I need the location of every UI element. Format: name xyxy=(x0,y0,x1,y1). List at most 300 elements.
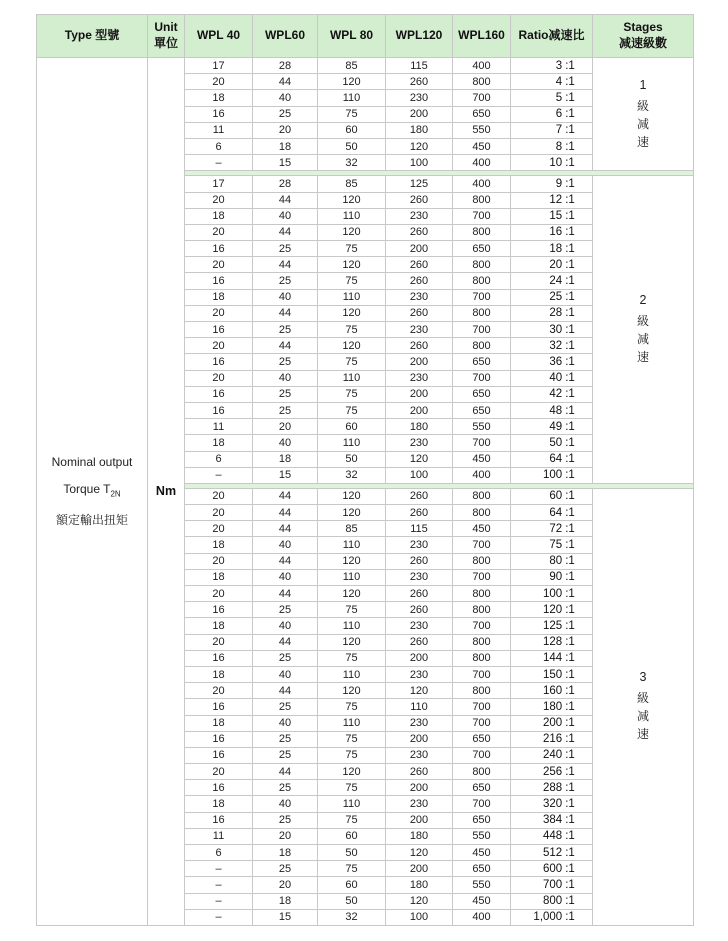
ratio-value: 30 xyxy=(549,323,563,336)
cell-ratio xyxy=(511,618,593,634)
ratio-suffix: :1 xyxy=(565,749,575,762)
cell-wpl80: 110 xyxy=(318,618,386,634)
cell-wpl60: 25 xyxy=(253,731,318,747)
col-header-unit xyxy=(148,15,185,58)
ratio-suffix: :1 xyxy=(565,355,575,368)
cell-wpl40: 16 xyxy=(185,812,253,828)
cell-wpl120: 200 xyxy=(386,241,453,257)
col-header-stages xyxy=(593,15,694,58)
col-header-wpl80: WPL 80 xyxy=(318,15,386,58)
col-header-wpl60: WPL60 xyxy=(253,15,318,58)
cell-wpl120: 260 xyxy=(386,488,453,504)
cell-wpl80: 32 xyxy=(318,909,386,925)
stage-label-char: 速 xyxy=(636,350,649,365)
ratio-suffix: :1 xyxy=(565,490,575,503)
cell-wpl40: 11 xyxy=(185,419,253,435)
cell-wpl60: 25 xyxy=(253,812,318,828)
ratio-value: 120 xyxy=(543,603,563,616)
cell-wpl160: 400 xyxy=(453,909,511,925)
cell-wpl120: 230 xyxy=(386,370,453,386)
cell-wpl120: 260 xyxy=(386,257,453,273)
cell-wpl120: 260 xyxy=(386,764,453,780)
cell-wpl40: 20 xyxy=(185,257,253,273)
ratio-value: 125 xyxy=(543,619,563,632)
cell-wpl80: 50 xyxy=(318,893,386,909)
cell-wpl40: 18 xyxy=(185,289,253,305)
cell-wpl120: 260 xyxy=(386,273,453,289)
cell-wpl60: 44 xyxy=(253,634,318,650)
ratio-suffix: :1 xyxy=(565,108,575,121)
ratio-value: 42 xyxy=(549,388,563,401)
ratio-value: 100 xyxy=(543,587,563,600)
cell-wpl40: 20 xyxy=(185,192,253,208)
ratio-value: 32 xyxy=(549,339,563,352)
cell-ratio xyxy=(511,828,593,844)
cell-wpl60: 28 xyxy=(253,58,318,74)
col-header-type: Type 型號 xyxy=(37,15,148,58)
cell-wpl40: 11 xyxy=(185,828,253,844)
cell-wpl80: 75 xyxy=(318,273,386,289)
cell-wpl80: 75 xyxy=(318,322,386,338)
cell-wpl40: 16 xyxy=(185,354,253,370)
cell-wpl120: 230 xyxy=(386,435,453,451)
ratio-value: 28 xyxy=(549,307,563,320)
cell-wpl120: 120 xyxy=(386,845,453,861)
ratio-value: 3 xyxy=(555,59,563,72)
cell-wpl160: 700 xyxy=(453,289,511,305)
type-line-en: Nominal output xyxy=(51,454,133,469)
cell-wpl80: 75 xyxy=(318,861,386,877)
cell-wpl60: 20 xyxy=(253,877,318,893)
cell-wpl160: 400 xyxy=(453,467,511,483)
cell-wpl160: 650 xyxy=(453,106,511,122)
type-line-torque: Torque $T_{2N}$ xyxy=(63,481,121,499)
ratio-suffix: :1 xyxy=(565,571,575,584)
ratio-value: 48 xyxy=(549,404,563,417)
cell-wpl160: 800 xyxy=(453,650,511,666)
cell-wpl60: 18 xyxy=(253,893,318,909)
cell-wpl40: 18 xyxy=(185,666,253,682)
cell-wpl80: 50 xyxy=(318,845,386,861)
cell-ratio xyxy=(511,354,593,370)
cell-ratio xyxy=(511,683,593,699)
cell-ratio xyxy=(511,386,593,402)
cell-wpl160: 650 xyxy=(453,780,511,796)
cell-wpl120: 260 xyxy=(386,586,453,602)
cell-wpl120: 230 xyxy=(386,618,453,634)
cell-ratio xyxy=(511,370,593,386)
stage-label-char: 級 xyxy=(636,691,649,706)
ratio-suffix: :1 xyxy=(565,453,575,466)
cell-wpl80: 120 xyxy=(318,305,386,321)
ratio-suffix: :1 xyxy=(565,603,575,616)
cell-wpl60: 25 xyxy=(253,402,318,418)
ratio-value: 90 xyxy=(549,571,563,584)
cell-wpl160: 800 xyxy=(453,764,511,780)
cell-wpl60: 44 xyxy=(253,488,318,504)
cell-wpl120: 260 xyxy=(386,74,453,90)
table-body xyxy=(37,58,694,926)
cell-wpl160: 400 xyxy=(453,58,511,74)
ratio-suffix: :1 xyxy=(565,469,575,482)
cell-ratio xyxy=(511,241,593,257)
cell-wpl120: 230 xyxy=(386,747,453,763)
ratio-value: 7 xyxy=(555,124,563,137)
cell-wpl160: 800 xyxy=(453,273,511,289)
ratio-suffix: :1 xyxy=(565,539,575,552)
cell-wpl80: 120 xyxy=(318,683,386,699)
cell-ratio xyxy=(511,715,593,731)
stage-label-char: 减 xyxy=(636,116,649,131)
ratio-suffix: :1 xyxy=(565,156,575,169)
cell-wpl80: 75 xyxy=(318,747,386,763)
cell-ratio xyxy=(511,289,593,305)
cell-wpl60: 25 xyxy=(253,386,318,402)
cell-ratio xyxy=(511,58,593,74)
cell-ratio xyxy=(511,338,593,354)
cell-wpl60: 25 xyxy=(253,861,318,877)
ratio-value: 800 xyxy=(543,895,563,908)
ratio-suffix: :1 xyxy=(565,700,575,713)
cell-wpl120: 180 xyxy=(386,122,453,138)
cell-wpl60: 25 xyxy=(253,322,318,338)
cell-wpl120: 200 xyxy=(386,812,453,828)
ratio-suffix: :1 xyxy=(565,226,575,239)
cell-wpl120: 110 xyxy=(386,699,453,715)
cell-wpl80: 110 xyxy=(318,370,386,386)
cell-wpl160: 650 xyxy=(453,354,511,370)
ratio-value: 700 xyxy=(543,878,563,891)
cell-ratio xyxy=(511,845,593,861)
ratio-value: 600 xyxy=(543,862,563,875)
ratio-suffix: :1 xyxy=(565,555,575,568)
cell-wpl60: 40 xyxy=(253,796,318,812)
cell-ratio xyxy=(511,451,593,467)
stage-cell-2 xyxy=(593,176,694,484)
ratio-suffix: :1 xyxy=(565,420,575,433)
ratio-value: 12 xyxy=(549,194,563,207)
cell-wpl160: 700 xyxy=(453,537,511,553)
cell-wpl120: 200 xyxy=(386,780,453,796)
ratio-value: 288 xyxy=(543,781,563,794)
cell-wpl160: 450 xyxy=(453,521,511,537)
ratio-suffix: :1 xyxy=(565,339,575,352)
ratio-value: 16 xyxy=(549,226,563,239)
cell-ratio xyxy=(511,90,593,106)
ratio-value: 4 xyxy=(555,75,563,88)
cell-wpl40: 17 xyxy=(185,58,253,74)
cell-wpl120: 200 xyxy=(386,650,453,666)
cell-wpl160: 800 xyxy=(453,488,511,504)
cell-ratio xyxy=(511,602,593,618)
cell-wpl80: 75 xyxy=(318,106,386,122)
ratio-suffix: :1 xyxy=(565,781,575,794)
cell-wpl40: 6 xyxy=(185,138,253,154)
cell-ratio xyxy=(511,208,593,224)
ratio-suffix: :1 xyxy=(565,846,575,859)
cell-ratio xyxy=(511,224,593,240)
cell-wpl40: 6 xyxy=(185,845,253,861)
spec-table xyxy=(36,14,694,926)
col-header-stages-zh: 减速級數 xyxy=(618,36,667,50)
cell-wpl80: 60 xyxy=(318,828,386,844)
cell-wpl80: 120 xyxy=(318,586,386,602)
ratio-value: 8 xyxy=(555,140,563,153)
ratio-suffix: :1 xyxy=(565,177,575,190)
cell-wpl120: 200 xyxy=(386,731,453,747)
ratio-suffix: :1 xyxy=(565,717,575,730)
cell-wpl60: 44 xyxy=(253,192,318,208)
cell-wpl80: 120 xyxy=(318,488,386,504)
cell-wpl40: 20 xyxy=(185,338,253,354)
cell-wpl120: 125 xyxy=(386,176,453,192)
cell-wpl160: 700 xyxy=(453,435,511,451)
cell-ratio xyxy=(511,909,593,925)
cell-wpl60: 25 xyxy=(253,747,318,763)
ratio-value: 72 xyxy=(549,522,563,535)
cell-ratio xyxy=(511,74,593,90)
cell-wpl60: 40 xyxy=(253,537,318,553)
cell-ratio xyxy=(511,257,593,273)
ratio-suffix: :1 xyxy=(565,636,575,649)
ratio-suffix: :1 xyxy=(565,765,575,778)
ratio-value: 128 xyxy=(543,636,563,649)
cell-wpl80: 120 xyxy=(318,764,386,780)
cell-ratio xyxy=(511,402,593,418)
cell-wpl60: 40 xyxy=(253,90,318,106)
ratio-suffix: :1 xyxy=(565,91,575,104)
cell-wpl160: 700 xyxy=(453,569,511,585)
cell-wpl160: 700 xyxy=(453,747,511,763)
ratio-value: 64 xyxy=(549,506,563,519)
cell-wpl160: 700 xyxy=(453,90,511,106)
cell-wpl80: 60 xyxy=(318,877,386,893)
cell-wpl160: 800 xyxy=(453,305,511,321)
cell-wpl40: 20 xyxy=(185,305,253,321)
ratio-suffix: :1 xyxy=(565,59,575,72)
cell-wpl60: 25 xyxy=(253,780,318,796)
cell-wpl120: 200 xyxy=(386,354,453,370)
cell-wpl60: 15 xyxy=(253,909,318,925)
ratio-suffix: :1 xyxy=(565,506,575,519)
cell-wpl80: 110 xyxy=(318,715,386,731)
ratio-suffix: :1 xyxy=(565,830,575,843)
ratio-suffix: :1 xyxy=(565,307,575,320)
cell-wpl120: 120 xyxy=(386,893,453,909)
cell-wpl40: 20 xyxy=(185,505,253,521)
cell-wpl60: 40 xyxy=(253,370,318,386)
cell-wpl120: 230 xyxy=(386,208,453,224)
ratio-suffix: :1 xyxy=(565,684,575,697)
cell-wpl160: 450 xyxy=(453,138,511,154)
cell-wpl160: 800 xyxy=(453,338,511,354)
cell-ratio xyxy=(511,322,593,338)
cell-wpl40: – xyxy=(185,893,253,909)
col-header-ratio: Ratio减速比 xyxy=(511,15,593,58)
cell-wpl160: 700 xyxy=(453,666,511,682)
cell-wpl120: 230 xyxy=(386,90,453,106)
cell-wpl80: 75 xyxy=(318,402,386,418)
cell-ratio xyxy=(511,747,593,763)
cell-wpl120: 230 xyxy=(386,715,453,731)
cell-wpl80: 75 xyxy=(318,602,386,618)
cell-wpl80: 120 xyxy=(318,634,386,650)
cell-ratio xyxy=(511,419,593,435)
cell-wpl120: 260 xyxy=(386,305,453,321)
cell-wpl160: 800 xyxy=(453,586,511,602)
cell-wpl40: 20 xyxy=(185,683,253,699)
cell-wpl80: 75 xyxy=(318,354,386,370)
cell-wpl80: 110 xyxy=(318,796,386,812)
cell-wpl40: 16 xyxy=(185,780,253,796)
ratio-value: 20 xyxy=(549,258,563,271)
col-header-unit-zh: 單位 xyxy=(153,36,178,50)
cell-wpl40: – xyxy=(185,909,253,925)
cell-wpl80: 75 xyxy=(318,650,386,666)
ratio-suffix: :1 xyxy=(565,733,575,746)
cell-wpl80: 75 xyxy=(318,699,386,715)
cell-wpl40: 20 xyxy=(185,488,253,504)
cell-wpl160: 800 xyxy=(453,224,511,240)
stage-number: 1 xyxy=(639,77,647,92)
cell-wpl60: 25 xyxy=(253,354,318,370)
cell-wpl80: 110 xyxy=(318,208,386,224)
ratio-value: 75 xyxy=(549,539,563,552)
cell-wpl160: 800 xyxy=(453,683,511,699)
cell-wpl160: 800 xyxy=(453,634,511,650)
cell-wpl60: 28 xyxy=(253,176,318,192)
cell-ratio xyxy=(511,106,593,122)
cell-wpl40: 18 xyxy=(185,90,253,106)
cell-wpl40: 16 xyxy=(185,106,253,122)
cell-wpl60: 25 xyxy=(253,273,318,289)
ratio-suffix: :1 xyxy=(565,275,575,288)
cell-wpl40: 18 xyxy=(185,715,253,731)
ratio-suffix: :1 xyxy=(565,372,575,385)
cell-wpl80: 110 xyxy=(318,666,386,682)
cell-wpl80: 120 xyxy=(318,192,386,208)
cell-wpl160: 650 xyxy=(453,812,511,828)
cell-wpl160: 450 xyxy=(453,845,511,861)
cell-wpl60: 44 xyxy=(253,521,318,537)
col-header-wpl40: WPL 40 xyxy=(185,15,253,58)
cell-wpl40: 18 xyxy=(185,618,253,634)
cell-wpl40: 18 xyxy=(185,537,253,553)
cell-wpl60: 44 xyxy=(253,257,318,273)
ratio-suffix: :1 xyxy=(565,878,575,891)
cell-wpl40: 16 xyxy=(185,699,253,715)
type-cell xyxy=(37,58,148,926)
cell-wpl120: 260 xyxy=(386,338,453,354)
cell-wpl40: 11 xyxy=(185,122,253,138)
cell-wpl80: 32 xyxy=(318,467,386,483)
cell-wpl80: 120 xyxy=(318,553,386,569)
ratio-suffix: :1 xyxy=(565,798,575,811)
cell-wpl60: 44 xyxy=(253,305,318,321)
table-header xyxy=(37,15,694,58)
cell-wpl60: 44 xyxy=(253,764,318,780)
cell-wpl120: 230 xyxy=(386,796,453,812)
cell-ratio xyxy=(511,122,593,138)
ratio-value: 216 xyxy=(543,733,563,746)
cell-wpl60: 20 xyxy=(253,828,318,844)
cell-wpl80: 60 xyxy=(318,419,386,435)
cell-wpl40: 16 xyxy=(185,731,253,747)
header-row xyxy=(37,15,694,58)
cell-wpl160: 450 xyxy=(453,451,511,467)
cell-wpl160: 400 xyxy=(453,155,511,171)
cell-wpl120: 200 xyxy=(386,106,453,122)
cell-wpl80: 85 xyxy=(318,521,386,537)
cell-wpl120: 120 xyxy=(386,451,453,467)
cell-wpl60: 40 xyxy=(253,618,318,634)
cell-wpl60: 44 xyxy=(253,74,318,90)
cell-ratio xyxy=(511,812,593,828)
cell-wpl60: 44 xyxy=(253,683,318,699)
cell-wpl60: 15 xyxy=(253,467,318,483)
cell-wpl40: 20 xyxy=(185,634,253,650)
cell-wpl40: – xyxy=(185,155,253,171)
cell-wpl160: 800 xyxy=(453,505,511,521)
cell-wpl40: 16 xyxy=(185,650,253,666)
cell-wpl160: 550 xyxy=(453,122,511,138)
ratio-suffix: :1 xyxy=(565,652,575,665)
cell-wpl40: 16 xyxy=(185,402,253,418)
cell-wpl80: 50 xyxy=(318,451,386,467)
cell-wpl60: 44 xyxy=(253,586,318,602)
cell-ratio xyxy=(511,553,593,569)
ratio-value: 5 xyxy=(555,91,563,104)
ratio-value: 36 xyxy=(549,355,563,368)
cell-wpl60: 20 xyxy=(253,122,318,138)
cell-wpl40: 16 xyxy=(185,386,253,402)
cell-ratio xyxy=(511,877,593,893)
stage-number: 3 xyxy=(639,670,647,685)
col-header-unit-en: Unit xyxy=(154,20,178,35)
type-line-zh: 額定輸出扭矩 xyxy=(55,513,128,528)
cell-wpl160: 700 xyxy=(453,370,511,386)
cell-wpl120: 230 xyxy=(386,322,453,338)
cell-wpl40: 20 xyxy=(185,521,253,537)
ratio-suffix: :1 xyxy=(565,404,575,417)
ratio-value: 64 xyxy=(549,453,563,466)
ratio-suffix: :1 xyxy=(565,323,575,336)
ratio-value: 25 xyxy=(549,291,563,304)
cell-wpl80: 120 xyxy=(318,505,386,521)
ratio-suffix: :1 xyxy=(565,668,575,681)
cell-wpl40: 16 xyxy=(185,273,253,289)
cell-wpl60: 18 xyxy=(253,845,318,861)
ratio-suffix: :1 xyxy=(565,258,575,271)
cell-ratio xyxy=(511,569,593,585)
cell-wpl160: 450 xyxy=(453,893,511,909)
cell-wpl60: 44 xyxy=(253,338,318,354)
cell-wpl40: – xyxy=(185,467,253,483)
ratio-value: 50 xyxy=(549,436,563,449)
ratio-suffix: :1 xyxy=(565,140,575,153)
cell-wpl80: 120 xyxy=(318,224,386,240)
cell-wpl80: 50 xyxy=(318,138,386,154)
cell-wpl60: 25 xyxy=(253,650,318,666)
cell-wpl80: 120 xyxy=(318,338,386,354)
cell-wpl80: 120 xyxy=(318,257,386,273)
cell-wpl120: 260 xyxy=(386,505,453,521)
cell-ratio xyxy=(511,764,593,780)
cell-wpl40: 18 xyxy=(185,208,253,224)
cell-wpl60: 18 xyxy=(253,451,318,467)
cell-wpl160: 700 xyxy=(453,715,511,731)
ratio-suffix: :1 xyxy=(565,388,575,401)
